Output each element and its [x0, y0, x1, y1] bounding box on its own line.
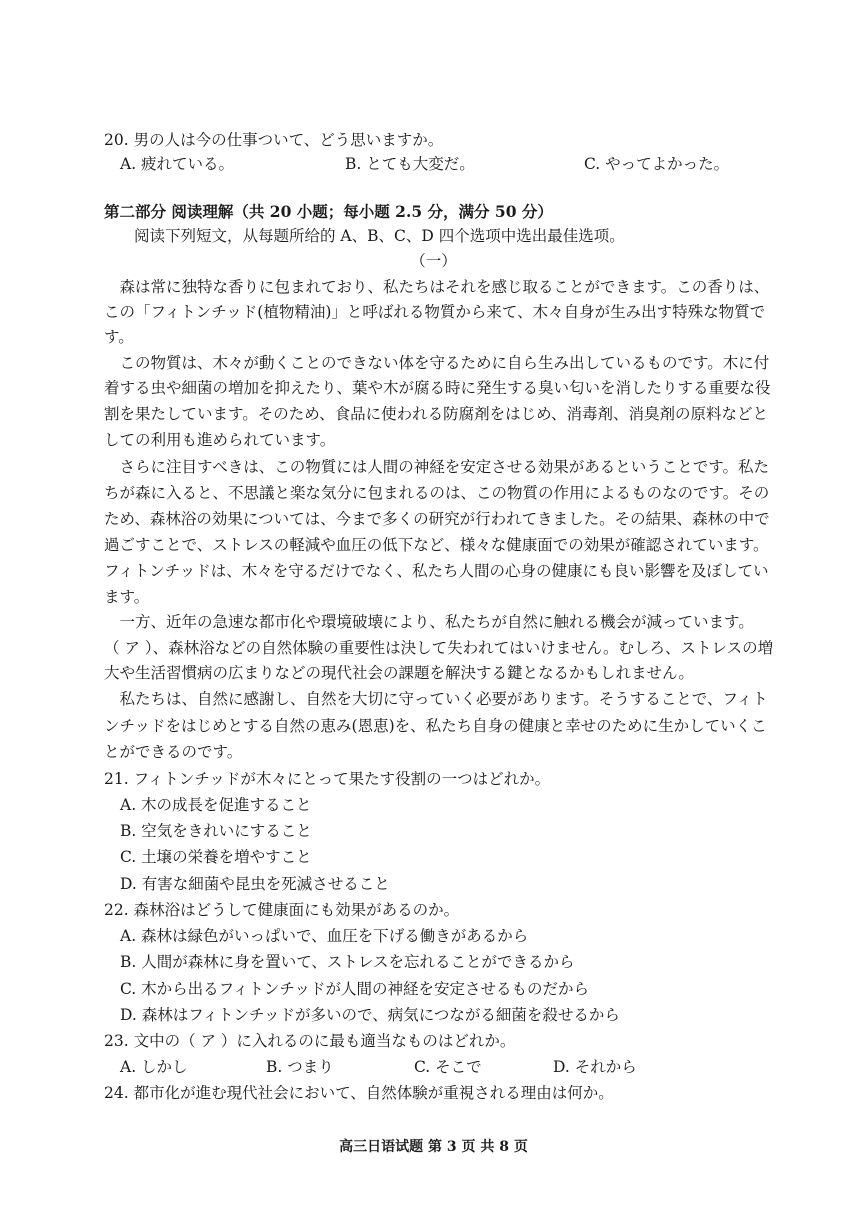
passage-line: 森は常に独特な香りに包まれており、私たちはそれを感じ取ることができます。この香りは、	[104, 278, 770, 296]
question-22-option-d: D. 森林はフィトンチッドが多いので、病気につながる細菌を殺せるから	[120, 1006, 620, 1024]
question-22-option-b: B. 人間が森林に身を置いて、ストレスを忘れることができるから	[120, 953, 575, 971]
question-20-option-b: B. とても大変だ。	[345, 155, 475, 173]
question-21-stem: 21. フィトンチッドが木々にとって果たす役割の一つはどれか。	[104, 770, 551, 788]
question-21-option-c: C. 土壌の栄養を増やすこと	[120, 848, 312, 866]
question-21-option-a: A. 木の成長を促進すること	[120, 796, 312, 814]
passage-line: この「フィトンチッド(植物精油)」と呼ばれる物質から来て、木々自身が生み出す特殊な物質で	[104, 303, 766, 321]
question-21-option-d: D. 有害な細菌や昆虫を死滅させること	[120, 875, 390, 893]
passage-line: とができるのです。	[104, 743, 243, 761]
question-20-option-c: C. やってよかった。	[584, 155, 730, 173]
section-heading: 第二部分 阅读理解（共 20 小题；每小题 2.5 分，满分 50 分）	[104, 202, 553, 221]
passage-line: 割を果たしています。そのため、食品に使われる防腐剤をはじめ、消毒剤、消臭剤の原料などと	[104, 405, 769, 423]
passage-number: （一）	[410, 252, 457, 270]
passage-line: す。	[104, 328, 134, 346]
passage-line: 着する虫や細菌の増加を抑えたり、葉や木が腐る時に発生する臭い匂いを消したりする重要な役	[104, 379, 771, 397]
question-22-option-a: A. 森林は緑色がいっぱいで、血圧を下げる働きがあるから	[120, 927, 529, 945]
question-23-stem: 23. 文中の（ ア ）に入れるのに最も適当なものはどれか。	[104, 1032, 516, 1050]
question-23-option-a: A. しかし	[120, 1058, 188, 1076]
question-24-stem: 24. 都市化が進む現代社会において、自然体験が重視される理由は何か。	[104, 1084, 614, 1102]
question-23-option-d: D. それから	[553, 1058, 637, 1076]
passage-line: 大や生活習慣病の広まりなどの現代社会の課題を解決する鍵となるかもしれません。	[104, 664, 694, 682]
question-22-option-c: C. 木から出るフィトンチッドが人間の神経を安定させるものだから	[120, 980, 589, 998]
question-20-option-a: A. 疲れている。	[120, 155, 235, 173]
page-footer: 高三日语试题 第 3 页 共 8 页	[339, 1139, 528, 1155]
question-22-stem: 22. 森林浴はどうして健康面にも効果があるのか。	[104, 901, 460, 919]
passage-line: ンチッドをはじめとする自然の恵み(恩恵)を、私たち自身の健康と幸せのために生かしていくこ	[104, 717, 767, 735]
passage-line: ます。	[104, 588, 150, 606]
passage-line: しての利用も進められています。	[104, 431, 336, 449]
question-23-option-c: C. そこで	[414, 1058, 482, 1076]
section-instruction: 阅读下列短文，从每题所给的 A、B、C、D 四个选项中选出最佳选项。	[134, 227, 625, 245]
passage-line: 一方、近年の急速な都市化や環境破壊により、私たちが自然に触れる機会が減っています。	[104, 613, 754, 631]
passage-line: さらに注目すべきは、この物質には人間の神経を安定させる効果があるということです。私た	[104, 458, 769, 476]
passage-line: （ ア ）、森林浴などの自然体験の重要性は決して失われてはいけません。むしろ、ストレスの増	[104, 639, 774, 657]
question-21-option-b: B. 空気をきれいにすること	[120, 822, 312, 840]
passage-line: ため、森林浴の効果については、今まで多くの研究が行われてきました。その結果、森林の中で	[104, 510, 770, 528]
passage-line: ちが森に入ると、不思議と楽な気分に包まれるのは、この物質の作用によるものなのです。その	[104, 484, 770, 502]
passage-line: フィトンチッドは、木々を守るだけでなく、私たち人間の心身の健康にも良い影響を及ぼしてい	[104, 562, 769, 580]
passage-line: 私たちは、自然に感謝し、自然を大切に守っていく必要があります。そうすることで、フィト	[104, 690, 768, 708]
passage-line: この物質は、木々が動くことのできない体を守るために自ら生み出しているものです。木に付	[104, 354, 770, 372]
passage-line: 過ごすことで、ストレスの軽減や血圧の低下など、様々な健康面での効果が確認されています。	[104, 536, 769, 554]
question-23-option-b: B. つまり	[266, 1058, 334, 1076]
question-20-stem: 20. 男の人は今の仕事ついて、どう思いますか。	[104, 131, 444, 149]
